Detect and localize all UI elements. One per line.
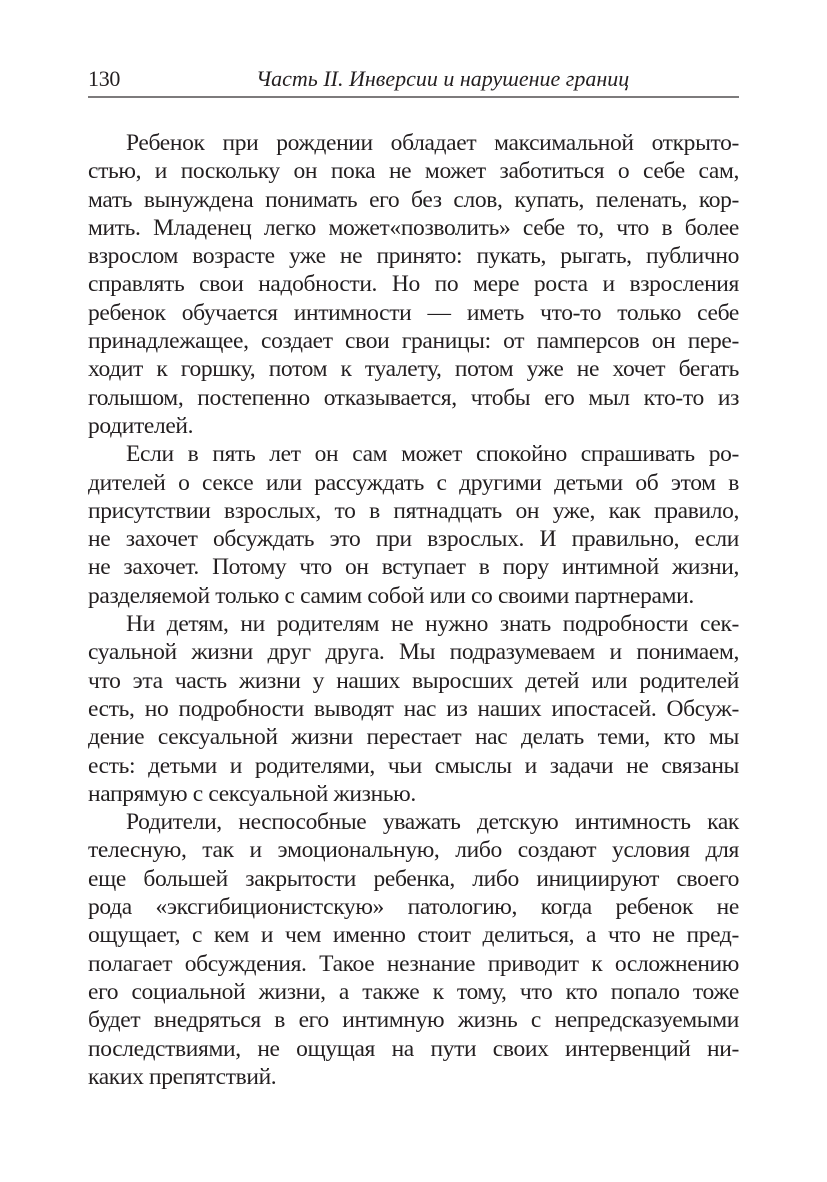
text-line: есть: детьми и родителями, чьи смыслы и задачи не связаны (88, 752, 739, 779)
text-line: не захочет обсуждать это при взрослых. И правильно, если (88, 526, 739, 553)
text-line: разделяемой только с самим собой или со своими партнерами. (88, 582, 694, 609)
text-line: что эта часть жизни у наших выросших детей или родителей (88, 667, 739, 694)
page-header (88, 64, 738, 96)
text-line: стью, и поскольку он пока не может заботиться о себе сам, (88, 158, 739, 185)
text-line: дителей о сексе или рассуждать с другими детьми об этом в (88, 469, 739, 496)
page-number: 130 (88, 66, 121, 91)
text-line: Ни детям, ни родителям не нужно знать подробности сек- (126, 611, 739, 638)
text-line: его социальной жизни, а также к тому, что кто попало тоже (88, 978, 739, 1005)
text-line: напрямую с сексуальной жизнью. (88, 780, 416, 807)
text-line: дение сексуальной жизни перестает нас делать теми, кто мы (88, 724, 739, 751)
text-line: будет внедряться в его интимную жизнь с непредсказуемыми (88, 1007, 739, 1034)
paragraph-4 (88, 808, 739, 1091)
text-line: рода «эксгибиционистскую» патологию, когда ребенок не (88, 894, 739, 921)
text-line: ребенок обучается интимности — иметь что-то только себе (88, 299, 739, 326)
text-line: ходит к горшку, потом к туалету, потом уже не хочет бегать (88, 356, 739, 383)
text-line: Ребенок при рождении обладает максимальной открыто- (126, 130, 739, 156)
text-line: телесную, так и эмоциональную, либо создают условия для (88, 837, 739, 864)
text-line: есть, но подробности выводят нас из наших ипостасей. Обсуж- (88, 695, 739, 722)
text-line: Если в пять лет он сам может спокойно спрашивать ро- (126, 441, 739, 468)
paragraph-3 (88, 610, 739, 808)
text-line: не захочет. Потому что он вступает в пору интимной жизни, (88, 554, 739, 581)
text-line: взрослом возрасте уже не принято: пукать, рыгать, публично (88, 243, 739, 270)
running-title: Часть II. Инверсии и нарушение границ (256, 66, 630, 91)
text-line: голышом, постепенно отказывается, чтобы его мыл кто-то из (88, 384, 739, 411)
body-text (88, 129, 739, 1091)
text-line: родителей. (88, 412, 194, 439)
paragraph-1 (88, 129, 739, 440)
text-line: мить. Младенец легко может«позволить» себе то, что в более (88, 214, 739, 241)
text-line: последствиями, не ощущая на пути своих интервенций ни- (88, 1035, 739, 1062)
text-line: еще большей закрытости ребенка, либо инициируют своего (88, 865, 739, 892)
header-divider (88, 96, 739, 98)
text-line: каких препятствий. (88, 1063, 277, 1090)
paragraph-2 (88, 440, 739, 610)
text-line: принадлежащее, создает свои границы: от памперсов он пере- (88, 328, 739, 355)
text-line: справлять свои надобности. Но по мере роста и взросления (88, 271, 739, 298)
text-line: суальной жизни друг друга. Мы подразумеваем и понимаем, (88, 639, 739, 666)
text-line: Родители, неспособные уважать детскую интимность как (126, 809, 739, 836)
text-line: полагает обсуждения. Такое незнание приводит к осложнению (88, 950, 739, 977)
text-line: присутствии взрослых, то в пятнадцать он уже, как правило, (88, 497, 739, 524)
text-line: мать вынуждена понимать его без слов, купать, пеленать, кор- (88, 186, 739, 213)
text-line: ощущает, с кем и чем именно стоит делиться, а что не пред- (88, 922, 739, 949)
